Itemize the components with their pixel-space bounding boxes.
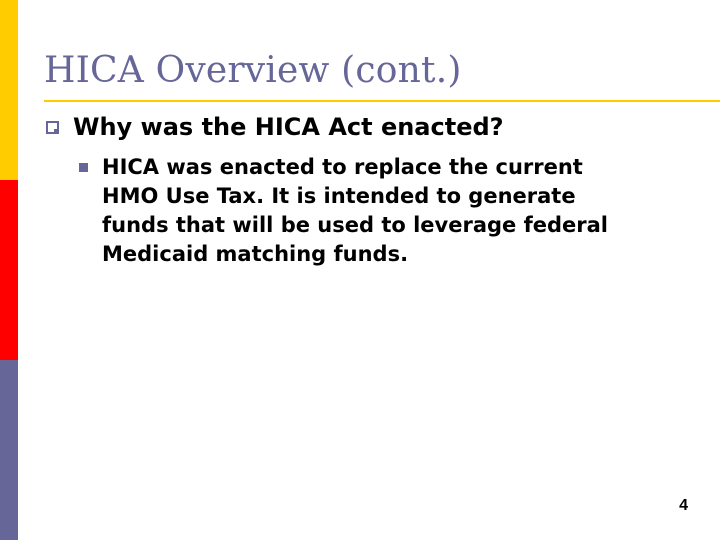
side-color-bar: [0, 0, 18, 540]
side-bar-blue-segment: [0, 360, 18, 540]
answer-line: HMO Use Tax. It is intended to generate: [102, 184, 576, 208]
title-underline-rule: [44, 100, 720, 102]
answer-line: HICA was enacted to replace the current: [102, 155, 583, 179]
filled-square-bullet-icon: [79, 163, 88, 172]
answer-line: funds that will be used to leverage federal: [102, 213, 608, 237]
side-bar-red-segment: [0, 180, 18, 360]
answer-line: Medicaid matching funds.: [102, 242, 409, 266]
bullet-question: Why was the HICA Act enacted?: [73, 113, 504, 141]
slide-title: HICA Overview (cont.): [44, 50, 462, 91]
side-bar-yellow-segment: [0, 0, 18, 180]
hollow-square-bullet-icon: [46, 121, 59, 134]
sub-bullet-answer: [102, 153, 692, 269]
page-number: 4: [679, 497, 688, 514]
